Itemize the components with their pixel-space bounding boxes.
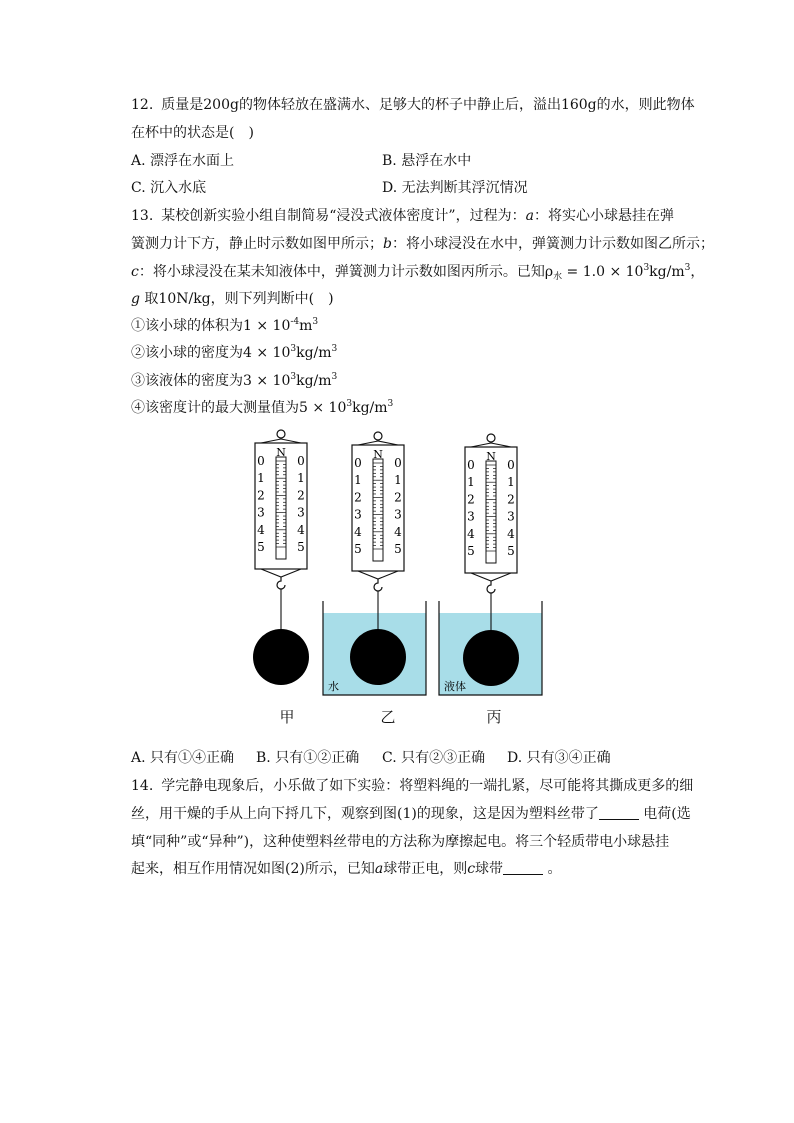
tick-label-left: 3 bbox=[467, 509, 475, 524]
liquid-label: 液体 bbox=[444, 680, 466, 693]
tick-label-left: 1 bbox=[467, 475, 475, 490]
tick-label-right: 4 bbox=[507, 526, 515, 541]
spring-scale-yi bbox=[350, 432, 406, 685]
tick-label-right: 2 bbox=[297, 488, 305, 503]
tick-label-left: 0 bbox=[467, 458, 475, 472]
q13-line1: 13. 某校创新实验小组自制简易“浸没式液体密度计”，过程为：a：将实心小球悬挂在弹 bbox=[131, 208, 674, 224]
hook bbox=[374, 579, 382, 591]
q13-number: 13. bbox=[131, 208, 154, 224]
tick-label-right: 0 bbox=[297, 454, 305, 468]
q14-line2: 丝，用干燥的手从上向下捋几下，观察到图(1)的现象，这是因为塑料丝带了 电荷(选 bbox=[131, 806, 691, 822]
q12-option-a: A. 漂浮在水面上 bbox=[131, 153, 235, 169]
tick-label-left: 4 bbox=[467, 526, 475, 541]
tick-label-left: 5 bbox=[467, 544, 475, 558]
tick-label-right: 3 bbox=[507, 509, 515, 524]
spring-scale-jia bbox=[253, 430, 309, 685]
tick-label-left: 0 bbox=[354, 456, 362, 470]
q12-option-c: C. 沉入水底 bbox=[131, 180, 207, 196]
tick-label-right: 4 bbox=[394, 524, 402, 539]
q13-line2: 簧测力计下方，静止时示数如图甲所示；b：将小球浸没在水中，弹簧测力计示数如图乙所示； bbox=[131, 236, 714, 252]
tick-label-right: 1 bbox=[297, 471, 305, 486]
q13-line4: g 取10N/kg，则下列判断中( ) bbox=[131, 291, 334, 307]
tick-label-right: 1 bbox=[507, 475, 515, 490]
tick-label-right: 0 bbox=[394, 456, 402, 470]
q12-option-b: B. 悬浮在水中 bbox=[382, 153, 472, 169]
q13-statement-1: ①该小球的体积为$1 \times 10^{-4}m^3$ bbox=[131, 317, 319, 334]
water-label: 水 bbox=[328, 680, 339, 693]
tick-label-right: 4 bbox=[297, 522, 305, 537]
tick-label-right: 0 bbox=[507, 458, 515, 472]
tick-label-left: 2 bbox=[354, 490, 362, 505]
tick-label-right: 2 bbox=[507, 492, 515, 507]
tick-label-left: 4 bbox=[354, 524, 362, 539]
spring-scale-bing bbox=[463, 434, 519, 686]
q14-line4: 起来，相互作用情况如图(2)所示，已知a球带正电，则c球带 。 bbox=[131, 861, 562, 877]
tick-label-left: 5 bbox=[257, 540, 265, 554]
q13-option-b: B. 只有①②正确 bbox=[256, 750, 360, 766]
tick-label-left: 1 bbox=[257, 471, 265, 486]
top-ring bbox=[374, 432, 382, 440]
unit-label: N bbox=[276, 446, 286, 459]
tick-label-left: 0 bbox=[257, 454, 265, 468]
ball bbox=[253, 629, 309, 685]
spring-scale-figure bbox=[240, 425, 560, 705]
tick-label-left: 2 bbox=[467, 492, 475, 507]
top-ring bbox=[487, 434, 495, 442]
q13-statement-2: ②该小球的密度为$4 \times 10^3kg/m^3$ bbox=[131, 344, 338, 361]
tick-label-left: 2 bbox=[257, 488, 265, 503]
q13-option-c: C. 只有②③正确 bbox=[382, 750, 486, 766]
q12-line2: 在杯中的状态是( ) bbox=[131, 125, 254, 141]
tick-label-right: 5 bbox=[297, 540, 305, 554]
q14-line3: 填“同种”或“异种”)，这种使塑料丝带电的方法称为摩擦起电。将三个轻质带电小球悬挂 bbox=[131, 834, 670, 850]
tick-label-left: 3 bbox=[257, 505, 265, 520]
q13-option-d: D. 只有③④正确 bbox=[507, 750, 611, 766]
tick-label-left: 3 bbox=[354, 507, 362, 522]
unit-label: N bbox=[373, 448, 383, 461]
unit-label: N bbox=[486, 450, 496, 463]
q14-number: 14. bbox=[131, 778, 154, 794]
caption-yi: 乙 bbox=[380, 708, 396, 726]
tick-label-right: 1 bbox=[394, 473, 402, 488]
top-ring bbox=[277, 430, 285, 438]
tick-label-right: 5 bbox=[394, 542, 402, 556]
answer-blank-2[interactable] bbox=[503, 860, 543, 875]
tick-label-left: 4 bbox=[257, 522, 265, 537]
answer-blank-1[interactable] bbox=[599, 805, 639, 820]
ball bbox=[350, 629, 406, 685]
q14-line1: 14. 学完静电现象后，小乐做了如下实验：将塑料绳的一端扎紧，尽可能将其撕成更多的细 bbox=[131, 778, 694, 794]
tick-label-right: 3 bbox=[297, 505, 305, 520]
tick-label-right: 3 bbox=[394, 507, 402, 522]
q13-statement-4: ④该密度计的最大测量值为$5 \times 10^3kg/m^3$ bbox=[131, 399, 394, 416]
hook bbox=[487, 581, 495, 593]
caption-bing: 丙 bbox=[486, 708, 502, 726]
ball bbox=[463, 630, 519, 686]
q13-option-a: A. 只有①④正确 bbox=[131, 750, 235, 766]
caption-jia: 甲 bbox=[279, 708, 295, 726]
tick-label-right: 2 bbox=[394, 490, 402, 505]
q12-line1: 12. 质量是200g的物体轻放在盛满水、足够大的杯子中静止后，溢出160g的水，则此物体 bbox=[131, 97, 695, 113]
hook bbox=[277, 577, 285, 589]
q12-number: 12. bbox=[131, 97, 154, 113]
q13-line3: c：将小球浸没在某未知液体中，弹簧测力计示数如图丙所示。已知$\rho_水 = 1.0 \times 10^3kg/m^3$， bbox=[131, 263, 705, 282]
q13-statement-3: ③该液体的密度为$3 \times 10^3kg/m^3$ bbox=[131, 372, 338, 389]
tick-label-left: 1 bbox=[354, 473, 362, 488]
tick-label-left: 5 bbox=[354, 542, 362, 556]
q12-option-d: D. 无法判断其浮沉情况 bbox=[382, 180, 528, 196]
tick-label-right: 5 bbox=[507, 544, 515, 558]
